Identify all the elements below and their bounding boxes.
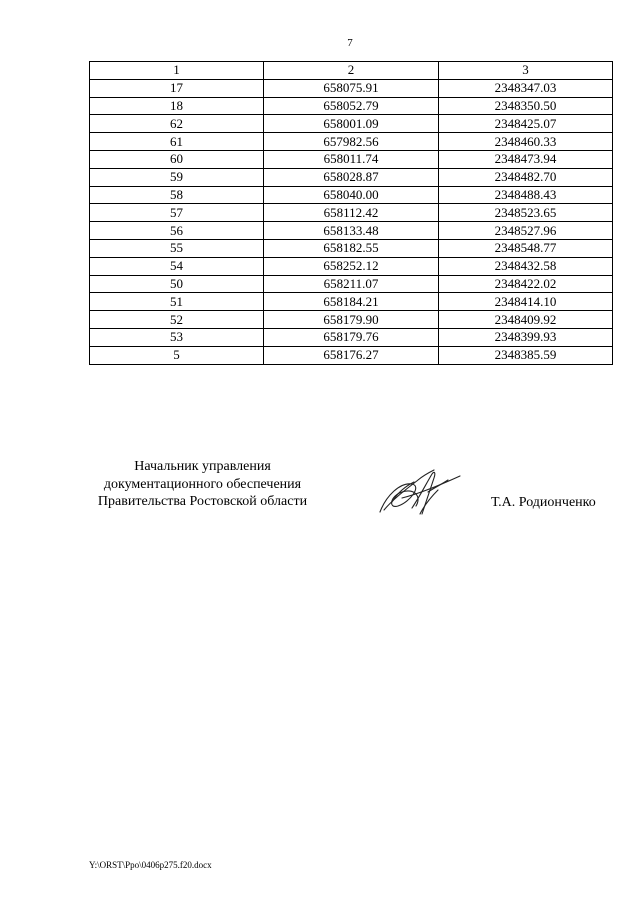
y-coordinate-cell: 2348399.93	[439, 328, 613, 346]
x-coordinate-cell: 658252.12	[264, 257, 439, 275]
point-number-cell: 58	[90, 186, 264, 204]
y-coordinate-cell: 2348460.33	[439, 133, 613, 151]
header-cell-x: 2	[264, 62, 439, 80]
x-coordinate-cell: 658011.74	[264, 150, 439, 168]
y-coordinate-cell: 2348425.07	[439, 115, 613, 133]
table-row	[90, 346, 613, 364]
signer-position-line: Правительства Ростовской области	[97, 494, 308, 509]
x-coordinate-cell: 658040.00	[264, 186, 439, 204]
point-number-cell: 17	[90, 79, 264, 97]
signer-position	[70, 458, 335, 511]
y-coordinate-cell: 2348527.96	[439, 222, 613, 240]
table-row	[90, 79, 613, 97]
header-cell-point: 1	[90, 62, 264, 80]
y-coordinate-cell: 2348473.94	[439, 150, 613, 168]
table-row	[90, 311, 613, 329]
point-number-cell: 52	[90, 311, 264, 329]
x-coordinate-cell: 658179.90	[264, 311, 439, 329]
y-coordinate-cell: 2348414.10	[439, 293, 613, 311]
coordinates-table-body	[90, 62, 613, 365]
table-header-row	[90, 62, 613, 80]
table-row	[90, 204, 613, 222]
point-number-cell: 56	[90, 222, 264, 240]
table-row	[90, 275, 613, 293]
x-coordinate-cell: 658182.55	[264, 239, 439, 257]
point-number-cell: 18	[90, 97, 264, 115]
y-coordinate-cell: 2348523.65	[439, 204, 613, 222]
point-number-cell: 51	[90, 293, 264, 311]
signer-position-line: Начальник управления	[134, 459, 271, 474]
point-number-cell: 60	[90, 150, 264, 168]
table-row	[90, 222, 613, 240]
header-cell-y: 3	[439, 62, 613, 80]
y-coordinate-cell: 2348548.77	[439, 239, 613, 257]
point-number-cell: 54	[90, 257, 264, 275]
y-coordinate-cell: 2348422.02	[439, 275, 613, 293]
point-number-cell: 59	[90, 168, 264, 186]
x-coordinate-cell: 658028.87	[264, 168, 439, 186]
y-coordinate-cell: 2348432.58	[439, 257, 613, 275]
x-coordinate-cell: 658176.27	[264, 346, 439, 364]
point-number-cell: 57	[90, 204, 264, 222]
point-number-cell: 61	[90, 133, 264, 151]
signer-position-line: документационного обеспечения	[103, 476, 302, 492]
page-number: 7	[347, 37, 353, 49]
handwritten-signature-icon	[372, 462, 464, 520]
table-row	[90, 97, 613, 115]
point-number-cell: 55	[90, 239, 264, 257]
y-coordinate-cell: 2348350.50	[439, 97, 613, 115]
x-coordinate-cell: 658184.21	[264, 293, 439, 311]
table-row	[90, 239, 613, 257]
y-coordinate-cell: 2348347.03	[439, 79, 613, 97]
x-coordinate-cell: 658211.07	[264, 275, 439, 293]
point-number-cell: 53	[90, 328, 264, 346]
table-row	[90, 115, 613, 133]
x-coordinate-cell: 658179.76	[264, 328, 439, 346]
point-number-cell: 50	[90, 275, 264, 293]
table-row	[90, 293, 613, 311]
x-coordinate-cell: 658001.09	[264, 115, 439, 133]
table-row	[90, 150, 613, 168]
x-coordinate-cell: 658112.42	[264, 204, 439, 222]
file-path: Y:\ORST\Ppo\0406p275.f20.docx	[89, 860, 212, 870]
y-coordinate-cell: 2348488.43	[439, 186, 613, 204]
x-coordinate-cell: 658052.79	[264, 97, 439, 115]
table-row	[90, 168, 613, 186]
point-number-cell: 62	[90, 115, 264, 133]
signer-name: Т.А. Родионченко	[491, 495, 596, 510]
y-coordinate-cell: 2348385.59	[439, 346, 613, 364]
table-row	[90, 186, 613, 204]
point-number-cell: 5	[90, 346, 264, 364]
table-row	[90, 133, 613, 151]
x-coordinate-cell: 658075.91	[264, 79, 439, 97]
x-coordinate-cell: 658133.48	[264, 222, 439, 240]
y-coordinate-cell: 2348482.70	[439, 168, 613, 186]
y-coordinate-cell: 2348409.92	[439, 311, 613, 329]
table-row	[90, 328, 613, 346]
coordinates-table	[89, 61, 613, 365]
x-coordinate-cell: 657982.56	[264, 133, 439, 151]
table-row	[90, 257, 613, 275]
